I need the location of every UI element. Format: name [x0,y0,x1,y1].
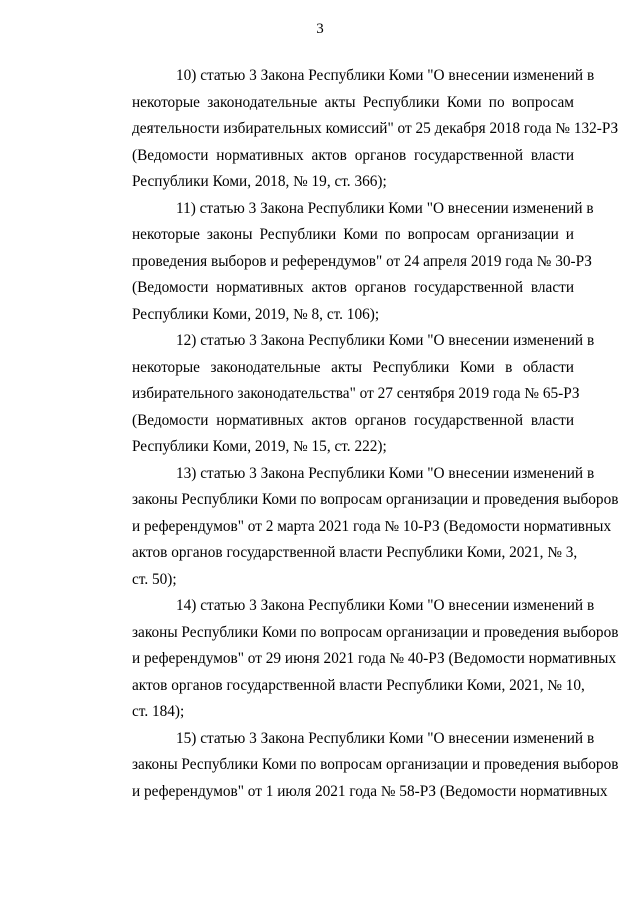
text-line: ст. 50); [132,570,177,588]
list-item-10 [88,63,619,196]
text-line: 14) статью 3 Закона Республики Коми "О внесении изменений в [176,597,595,614]
text-line: избирательного законодательства" от 27 сентября 2019 года № 65-РЗ [132,385,580,402]
document-body [88,63,619,805]
text-line: некоторые законодательные акты Республики Коми в области [132,358,574,376]
text-line: 10) статью 3 Закона Республики Коми "О внесении изменений в [176,67,595,84]
text-line: 13) статью 3 Закона Республики Коми "О внесении изменений в [176,464,595,482]
text-line: Республики Коми, 2018, № 19, ст. 366); [132,173,387,190]
text-line: 11) статью 3 Закона Республики Коми "О внесении изменений в [176,199,594,217]
text-line: и референдумов" от 1 июля 2021 года № 58-РЗ (Ведомости нормативных [132,782,608,800]
text-line: 12) статью 3 Закона Республики Коми "О внесении изменений в [176,332,595,349]
list-item-14 [88,593,619,726]
list-item-13 [88,461,619,594]
text-line: (Ведомости нормативных актов органов государственной власти [132,146,574,164]
text-line: (Ведомости нормативных актов органов государственной власти [132,279,574,296]
text-line: законы Республики Коми по вопросам организации и проведения выборов [132,756,619,773]
text-line: Республики Коми, 2019, № 15, ст. 222); [132,438,387,455]
text-line: некоторые законы Республики Коми по вопросам организации и [132,226,574,243]
text-line: проведения выборов и референдумов" от 24 апреля 2019 года № 30-РЗ [132,252,592,270]
text-line: и референдумов" от 29 июня 2021 года № 40-РЗ (Ведомости нормативных [132,650,617,667]
list-item-11 [88,196,594,329]
text-line: актов органов государственной власти Республики Коми, 2021, № 3, [132,544,578,561]
page-number: 3 [316,21,324,37]
text-line: законы Республики Коми по вопросам организации и проведения выборов [132,491,619,508]
text-line: законы Республики Коми по вопросам организации и проведения выборов [132,623,619,641]
text-line: Республики Коми, 2019, № 8, ст. 106); [132,305,380,323]
list-item-12 [88,328,595,461]
list-item-15 [88,726,619,806]
text-line: актов органов государственной власти Республики Коми, 2021, № 10, [132,676,585,694]
text-line: (Ведомости нормативных актов органов государственной власти [132,411,574,429]
text-line: деятельности избирательных комиссий" от 25 декабря 2018 года № 132-РЗ [132,120,619,137]
text-line: ст. 184); [132,703,185,720]
text-line: некоторые законодательные акты Республики Коми по вопросам [132,93,574,111]
text-line: 15) статью 3 Закона Республики Коми "О внесении изменений в [176,729,595,747]
text-line: и референдумов" от 2 марта 2021 года № 10-РЗ (Ведомости нормативных [132,517,612,535]
